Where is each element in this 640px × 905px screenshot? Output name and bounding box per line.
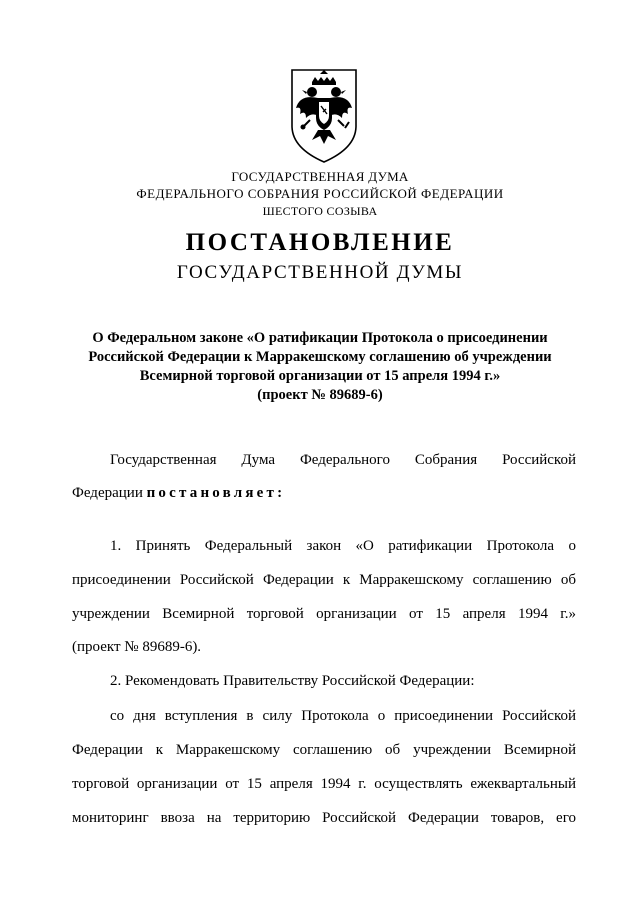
- org-name-line1: ГОСУДАРСТВЕННАЯ ДУМА: [231, 169, 409, 184]
- preamble-text: Федерации: [72, 485, 143, 501]
- paragraph-line: Федерации к Марракешскому соглашению об учреждении Всемирной: [72, 742, 576, 758]
- paragraph-line: (проект № 89689-6).: [72, 639, 202, 655]
- paragraph-line: мониторинг ввоза на территорию Российской Федерации товаров, его: [72, 810, 576, 826]
- preamble-line: [72, 483, 576, 503]
- paragraph-line: торговой организации от 15 апреля 1994 г. осуществлять ежеквартальный: [72, 776, 576, 792]
- paragraph-line: со дня вступления в силу Протокола о присоединении Российской: [110, 708, 576, 724]
- document-type-title: ПОСТАНОВЛЕНИЕ: [185, 229, 455, 256]
- paragraph-line: 2. Рекомендовать Правительству Российской Федерации:: [110, 673, 475, 689]
- subject-line: Российской Федерации к Марракешскому соглашению об учреждении: [88, 349, 552, 365]
- project-number: (проект № 89689-6): [257, 387, 383, 403]
- coat-of-arms-icon: [290, 68, 358, 164]
- document-issuer-subtitle: ГОСУДАРСТВЕННОЙ ДУМЫ: [176, 262, 464, 283]
- subject-line: Всемирной торговой организации от 15 апреля 1994 г.»: [139, 368, 501, 384]
- preamble-line: Государственная Дума Федерального Собрания Российской: [110, 452, 576, 468]
- resolution-subject: [0, 329, 640, 405]
- convocation: ШЕСТОГО СОЗЫВА: [262, 204, 378, 218]
- resolves-word: постановляет:: [146, 485, 286, 501]
- subject-line: О Федеральном законе «О ратификации Протокола о присоединении: [92, 330, 548, 346]
- paragraph-line: учреждении Всемирной торговой организации от 15 апреля 1994 г.»: [72, 606, 576, 622]
- paragraph-line: 1. Принять Федеральный закон «О ратификации Протокола о: [110, 538, 576, 554]
- paragraph-line: присоединении Российской Федерации к Марракешскому соглашению об: [72, 572, 576, 588]
- org-name-line2: ФЕДЕРАЛЬНОГО СОБРАНИЯ РОССИЙСКОЙ ФЕДЕРАЦИИ: [136, 186, 504, 201]
